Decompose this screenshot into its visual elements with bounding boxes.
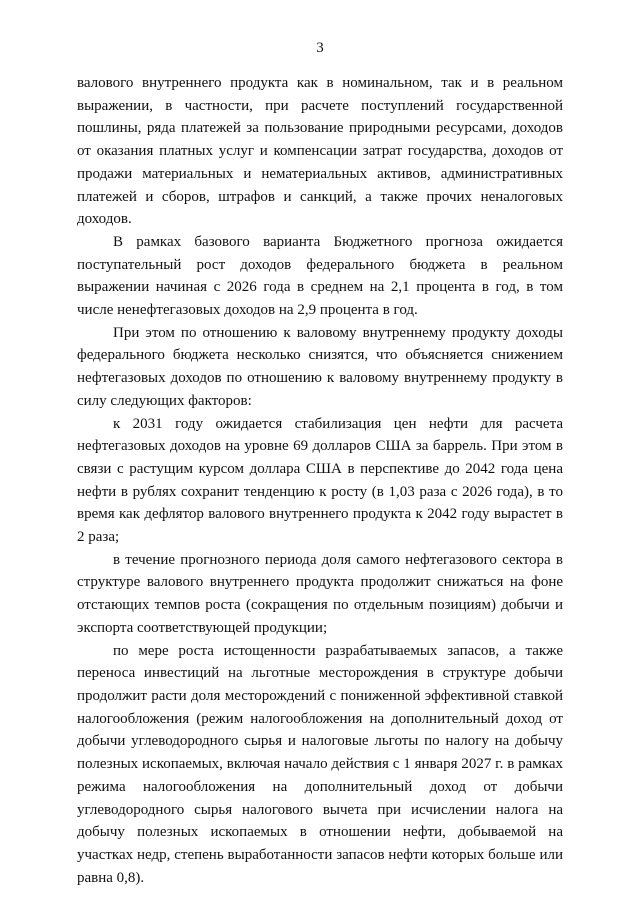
paragraph-oil-sector-share: в течение прогнозного периода доля самого нефтегазового сектора в структуре валового внутреннего продукта продолжит снижаться на фоне отстающих темпов роста (сокращения по отдельным позициям) добычи и экспорта соответствующей продукции; (77, 551, 563, 636)
paragraph-revenue-growth: В рамках базового варианта Бюджетного прогноза ожидается поступательный рост доходов федерального бюджета в реальном выражении начиная с 2026 года в среднем на 2,1 процента в год, в том числе ненефтегазовых доходов на 2,9 процента в год. (77, 233, 563, 319)
paragraph-continuation: валового внутреннего продукта как в номинальном, так и в реальном выражении, в частности, при расчете поступлений государственной пошлины, ряда платежей за пользование природными ресурсами, доходов от оказания платных услуг и компенсации затрат государства, доходов от продажи материальных и нематериальных активов, административных платежей и сборов, штрафов и санкций, а также прочих неналоговых доходов. (77, 75, 563, 228)
document-body (77, 72, 563, 889)
paragraph-reserves-depletion: по мере роста истощенности разрабатываемых запасов, а также переноса инвестиций на льготные месторождения в структуре добычи продолжит расти доля месторождений с пониженной эффективной ставкой налогообложения (режим налогообложения на дополнительный доход от добычи углеводородного сырья и налоговые льготы по налогу на добычу полезных ископаемых, включая начало действия с 1 января 2027 г. в рамках режима налогообложения на дополнительный доход от добычи углеводородного сырья налогового вычета при исчислении налога на добычу полезных ископаемых в отношении нефти, добываемой на участках недр, степень выработанности запасов нефти которых больше или равна 0,8). (77, 642, 563, 886)
paragraph-gdp-ratio: При этом по отношению к валовому внутреннему продукту доходы федерального бюджета несколько снизятся, что объясняется снижением нефтегазовых доходов по отношению к валовому внутреннему продукту в силу следующих факторов: (77, 324, 563, 409)
page-number: 3 (316, 40, 324, 56)
paragraph-oil-price: к 2031 году ожидается стабилизация цен нефти для расчета нефтегазовых доходов на уровне 69 долларов США за баррель. При этом в связи с растущим курсом доллара США в перспективе до 2042 года цена нефти в рублях сохранит тенденцию к росту (в 1,03 раза с 2026 года), в то время как дефлятор валового внутреннего продукта к 2042 году вырастет в 2 раза; (77, 415, 563, 546)
